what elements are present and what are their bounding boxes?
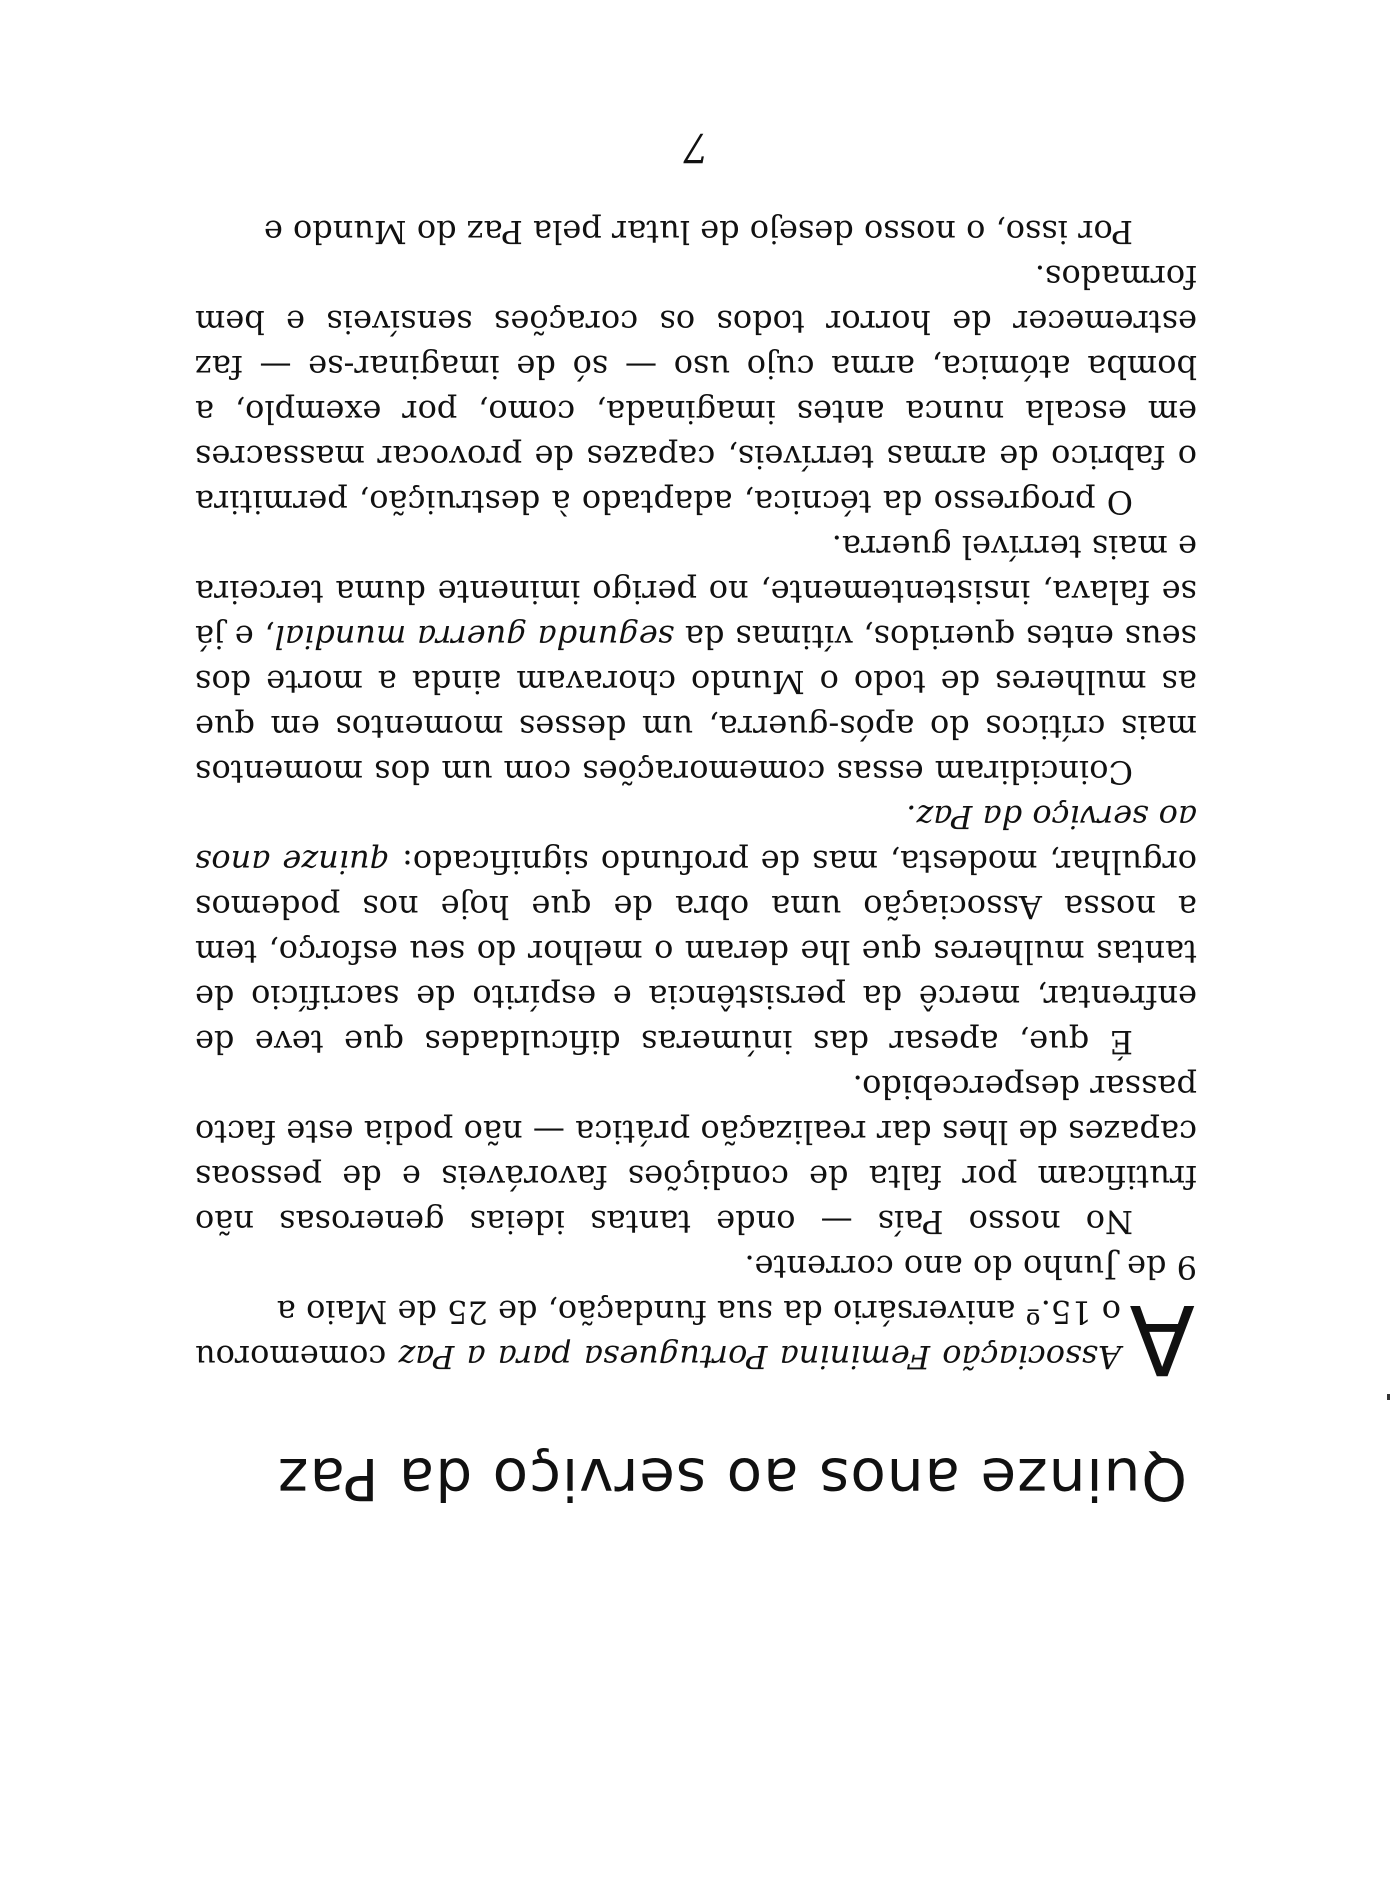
paragraph-4-emphasis: segunda guerra mundial [274,618,675,656]
paragraph-4-text-a: Coincidiram essas comemorações com um dos momentos mais críticos do após-guerra, um desses momentos em que as mulheres de todo o Mundo choravam ainda a morte dos seus entes queridos, vítimas da [195,618,1197,791]
paragraph-3-emphasis: quinze anos ao serviço da Paz. [194,798,1197,881]
article-title: Quinze anos ao serviço da Paz [277,1445,1187,1513]
scan-speck [1387,1394,1390,1400]
paragraph-1-tail: 9 de Junho do ano corrente. [744,1248,1197,1286]
page-number: 7 [683,124,709,170]
paragraph-1-text: comemorou o 15.º aniversário da sua fundação, de 25 de Maio a [194,1293,1121,1376]
paragraph-4-text-b: , e já se falava, insistentemente, no perigo iminente duma terceira e mais terrível guerra. [194,528,1197,656]
paragraph-1 [194,1244,1197,1395]
paragraph-4 [195,524,1197,794]
paragraph-3 [195,794,1197,1064]
paragraph-5: O progresso da técnica, adaptado à destruição, permitira o fabrico de armas terríveis, capazes de provocar massacres em escala nunca antes imaginada, como, por exemplo, a bomba atómica, arma cujo uso — só de imaginar-se — faz estremecer de horror todos os corações sensíveis e bem formados. [195,258,1197,521]
paragraph-3-text: É que, apesar das inúmeras dificuldades que teve de enfrentar, mercê da persistência e espírito de sacrifício de tantas mulheres que lhe deram o melhor do seu esforço, tem a nossa Associação uma obra de que hoje nos podemos orgulhar, modesta, mas de profundo significado: [195,843,1197,1061]
paragraph-6: Por isso, o nosso desejo de lutar pela Paz do Mundo e [263,213,1133,251]
drop-cap: A [1129,1283,1195,1395]
paragraph-2: No nosso País — onde tantas ideias generosas não frutificam por falta de condições favoráveis e de pessoas capazes de lhes dar realização prática — não podia este facto passar despercebido. [195,1068,1197,1241]
article-body [195,209,1197,1513]
association-name: Associação Feminina Portuguesa para a Paz [398,1338,1121,1376]
